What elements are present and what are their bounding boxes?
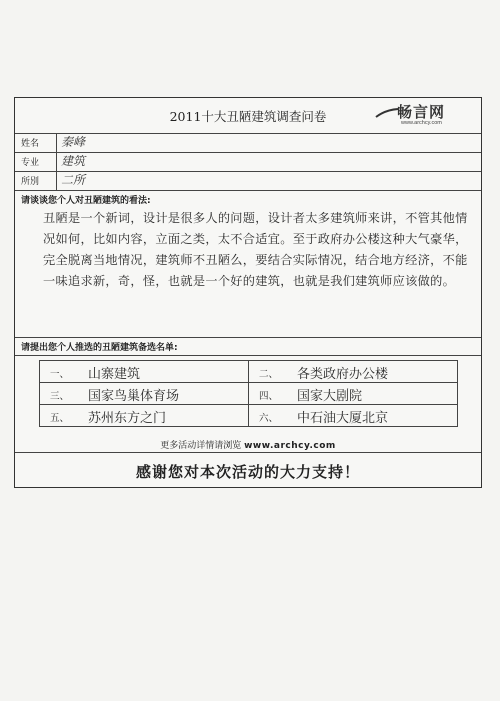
field-divider — [56, 171, 57, 190]
nomination-value: 国家大剧院 — [297, 389, 363, 404]
name-value: 秦峰 — [61, 135, 86, 149]
opinion-prompt: 请谈谈您个人对丑陋建筑的看法: — [21, 196, 151, 206]
field-divider — [56, 152, 57, 171]
nomination-value: 各类政府办公楼 — [297, 367, 389, 382]
major-value: 建筑 — [61, 154, 86, 168]
nomination-number: 一、 — [50, 369, 70, 380]
opinion-section — [15, 190, 481, 338]
nomination-value: 国家鸟巢体育场 — [88, 389, 180, 404]
nomination-item — [39, 404, 249, 427]
more-info-line — [15, 438, 481, 451]
field-divider — [56, 133, 57, 152]
logo-url: www.archcy.com — [401, 120, 442, 126]
nomination-item — [39, 360, 249, 383]
opinion-answer: 丑陋是一个新词，设计是很多人的问题，设计者太多建筑师来讲，不管其他情况如何，比如内容，立面之类，太不合适宜。至于政府办公楼这种大气豪华，完全脱离当地情况，建筑师不丑陋么，要结合实际情况，结合地方经济，不能一味追求新，奇，怪，也就是一个好的建筑，也就是我们建筑师应该做的。 — [43, 211, 468, 288]
nomination-number: 二、 — [259, 369, 279, 380]
major-label: 专业 — [21, 158, 40, 168]
nomination-number: 五、 — [50, 413, 70, 424]
thanks-row — [15, 452, 481, 488]
name-label: 姓名 — [21, 139, 40, 149]
nomination-number: 四、 — [259, 391, 279, 402]
logo-swoosh-icon — [375, 108, 399, 118]
archcy-logo — [375, 101, 463, 129]
nominations-prompt: 请提出您个人推选的丑陋建筑备选名单: — [21, 343, 178, 353]
nomination-value: 山寨建筑 — [88, 367, 141, 382]
department-value: 二所 — [61, 173, 86, 187]
form-title: 2011十大丑陋建筑调查问卷 — [169, 109, 327, 124]
nomination-item — [248, 382, 458, 405]
more-info-url[interactable]: www.archcy.com — [244, 441, 336, 451]
logo-text: 畅言网 — [397, 103, 446, 121]
questionnaire-form — [14, 97, 482, 488]
department-label: 所別 — [21, 177, 40, 187]
nominations-prompt-row — [15, 337, 481, 356]
major-row — [15, 152, 481, 172]
nomination-number: 三、 — [50, 391, 70, 402]
more-info-label: 更多活动详情请浏览 — [160, 441, 242, 451]
name-row — [15, 133, 481, 153]
thanks-message: 感谢您对本次活动的大力支持！ — [135, 463, 360, 481]
nomination-item — [248, 404, 458, 427]
nomination-item — [39, 382, 249, 405]
nomination-value: 中石油大厦北京 — [297, 411, 389, 426]
department-row — [15, 171, 481, 191]
nomination-value: 苏州东方之门 — [88, 411, 167, 426]
nomination-item — [248, 360, 458, 383]
nomination-number: 六、 — [259, 413, 279, 424]
form-header — [15, 98, 481, 134]
